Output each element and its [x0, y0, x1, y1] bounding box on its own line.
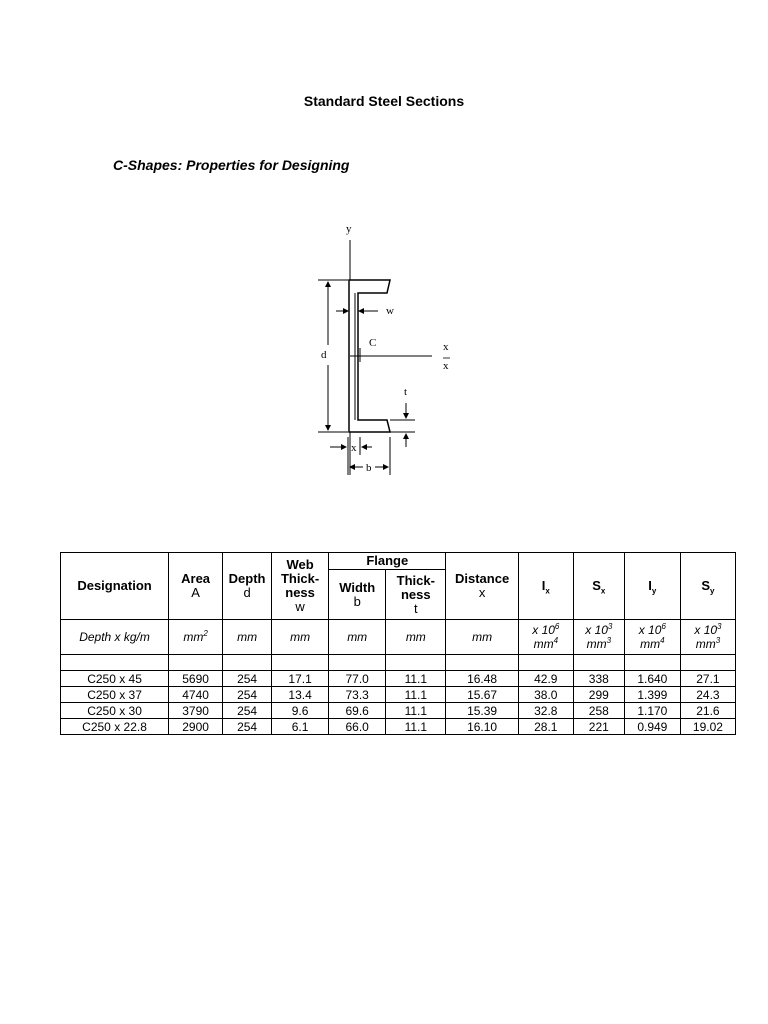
header-designation: Designation	[61, 553, 169, 620]
table-cell: 258	[573, 703, 624, 719]
unit-web: mm	[272, 620, 329, 655]
table-cell: 2900	[169, 719, 223, 735]
unit-iy: x $10^6$ $mm^4$	[624, 620, 680, 655]
properties-table	[60, 552, 736, 735]
table-row	[61, 703, 736, 719]
unit-area: $mm^2$	[169, 620, 223, 655]
table-cell: 5690	[169, 671, 223, 687]
table-cell: 1.640	[624, 671, 680, 687]
table-cell: 11.1	[386, 719, 446, 735]
table-cell: 4740	[169, 687, 223, 703]
t-label: t	[404, 386, 408, 398]
header-distance: Distance x	[446, 553, 518, 620]
table-cell: C250 x 30	[61, 703, 169, 719]
table-cell: C250 x 22.8	[61, 719, 169, 735]
table-cell: 254	[223, 719, 272, 735]
table-cell: 1.170	[624, 703, 680, 719]
table-cell: 254	[223, 703, 272, 719]
y-axis-label: y	[346, 223, 352, 235]
table-cell: 38.0	[518, 687, 573, 703]
header-depth: Depth d	[223, 553, 272, 620]
header-ix: $I_x$	[518, 553, 573, 620]
table-cell: 15.39	[446, 703, 518, 719]
table-cell: 11.1	[386, 671, 446, 687]
header-sy: $S_y$	[680, 553, 735, 620]
table-cell: 24.3	[680, 687, 735, 703]
table-row	[61, 671, 736, 687]
d-label: d	[321, 349, 327, 361]
table-cell: 9.6	[272, 703, 329, 719]
header-flange-width: Width b	[329, 570, 386, 620]
table-cell: 73.3	[329, 687, 386, 703]
header-web-thickness: Web Thick- ness w	[272, 553, 329, 620]
table-cell: 28.1	[518, 719, 573, 735]
units-row	[61, 620, 736, 655]
header-area: Area A	[169, 553, 223, 620]
table-cell: 254	[223, 671, 272, 687]
unit-width: mm	[329, 620, 386, 655]
table-cell: 338	[573, 671, 624, 687]
table-cell: C250 x 45	[61, 671, 169, 687]
table-cell: 19.02	[680, 719, 735, 735]
header-iy: $I_y$	[624, 553, 680, 620]
table-cell: 6.1	[272, 719, 329, 735]
table-cell: 299	[573, 687, 624, 703]
b-label: b	[366, 462, 372, 474]
table-cell: 1.399	[624, 687, 680, 703]
table-cell: 21.6	[680, 703, 735, 719]
table-cell: 15.67	[446, 687, 518, 703]
table-cell: 11.1	[386, 703, 446, 719]
spacer-row	[61, 655, 736, 671]
table-cell: 66.0	[329, 719, 386, 735]
header-flange-thickness: Thick- ness t	[386, 570, 446, 620]
table-cell: 0.949	[624, 719, 680, 735]
table-row	[61, 719, 736, 735]
table-cell: 16.10	[446, 719, 518, 735]
header-row-1	[61, 553, 736, 570]
unit-designation: Depth x kg/m	[61, 620, 169, 655]
x-axis-label: x	[443, 341, 449, 353]
table-cell: 69.6	[329, 703, 386, 719]
table-cell: 27.1	[680, 671, 735, 687]
table-cell: 77.0	[329, 671, 386, 687]
table-cell: 254	[223, 687, 272, 703]
page-title: Standard Steel Sections	[303, 93, 465, 109]
table-cell: 42.9	[518, 671, 573, 687]
table-cell: 3790	[169, 703, 223, 719]
table-cell: C250 x 37	[61, 687, 169, 703]
unit-sy: x $10^3$ $mm^3$	[680, 620, 735, 655]
x-dist-label: x	[351, 442, 357, 454]
unit-distance: mm	[446, 620, 518, 655]
header-sx: $S_x$	[573, 553, 624, 620]
x-bar-label: x	[443, 360, 449, 372]
table-cell: 32.8	[518, 703, 573, 719]
table-row	[61, 687, 736, 703]
table-cell: 11.1	[386, 687, 446, 703]
section-subtitle: C-Shapes: Properties for Designing	[113, 157, 350, 173]
table-cell: 16.48	[446, 671, 518, 687]
unit-ix: x $10^6$ $mm^4$	[518, 620, 573, 655]
table-cell: 13.4	[272, 687, 329, 703]
header-flange: Flange	[329, 553, 446, 570]
unit-thickness: mm	[386, 620, 446, 655]
w-label: w	[386, 305, 394, 317]
c-shape-diagram	[300, 215, 470, 485]
table-cell: 221	[573, 719, 624, 735]
c-label: C	[369, 337, 377, 349]
table-cell: 17.1	[272, 671, 329, 687]
unit-sx: x $10^3$ $mm^3$	[573, 620, 624, 655]
unit-depth: mm	[223, 620, 272, 655]
